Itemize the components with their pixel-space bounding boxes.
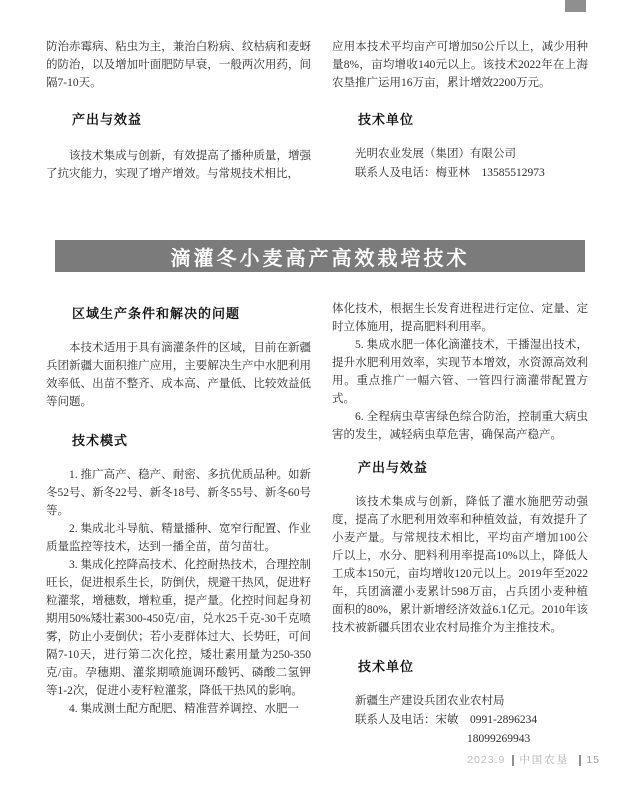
- paragraph-continued: 防治赤霉病、粘虫为主，兼治白粉病、纹枯病和麦蚜的防治，以及增加叶面肥防早衰，一般两次用药，间隔7-10天。: [46, 41, 311, 89]
- footer-magazine-name: 中国农垦: [519, 754, 570, 766]
- paragraph-continued: 应用本技术平均亩产可增加50公斤以上，减少用种量8%，亩均增收140元以上。该技术2022年在上海农垦推广运用16万亩，累计增效2200万元。: [332, 41, 588, 89]
- mode-item-5: 5. 集成水肥一体化滴灌技术，干播湿出技术，提升水肥利用效率，实现节本增效，水资源高效利用。重点推广一幅六管、一管四行滴灌带配置方式。: [332, 339, 588, 405]
- section-heading-conditions: 区域生产条件和解决的问题: [72, 306, 241, 321]
- article-right-column: [332, 300, 588, 749]
- conditions-paragraph: 本技术适用于具有滴灌条件的区域，目前在新疆兵团新疆大面积推广应用，主要解决生产中水肥利用效率低、出苗不整齐、成本高、产量低、比较效益低等问题。: [46, 342, 311, 408]
- unit-company-name: 光明农业发展（集团）有限公司: [355, 148, 516, 160]
- section-heading-unit: 技术单位: [358, 659, 415, 674]
- unit-org-name: 新疆生产建设兵团农业农村局: [355, 695, 505, 707]
- unit-contact-line: 联系人及电话：梅亚林 13585512973: [355, 167, 545, 179]
- footer-page-number: 15: [586, 754, 600, 766]
- section-heading-benefits: 产出与效益: [72, 112, 143, 127]
- mode-item-4-partial: 4. 集成测土配方配肥、精准营养调控、水肥一: [69, 703, 299, 715]
- unit-info: [332, 145, 588, 183]
- section-heading-mode: 技术模式: [72, 433, 129, 448]
- footer-divider: [579, 755, 581, 766]
- page-edge-mark: [565, 0, 586, 12]
- unit-contact-line: 联系人及电话：宋敏 0991-2896234: [355, 714, 538, 726]
- top-right-column: [332, 38, 588, 183]
- benefits-paragraph: 该技术集成与创新，有效提高了播种质量，增强了抗灾能力，实现了增产增效。与常规技术相比，: [46, 150, 311, 180]
- article-title: 滴灌冬小麦高产高效栽培技术: [170, 247, 470, 270]
- unit-info: [332, 692, 588, 749]
- section-heading-benefits: 产出与效益: [358, 460, 429, 475]
- mode-item-3: 3. 集成化控降高技术、化控耐热技术，合理控制旺长，促进根系生长，防倒伏，规避干热风，促进籽粒灌浆，增穗数，增粒重，提产量。化控时间起身初期用50%矮壮素300-450克/亩，兑水25千克-30千克喷雾，防止小麦倒伏；若小麦群体过大、长势旺，可间隔7-10天，进行第二次化控，矮壮素用量为250-350克/亩。孕穗期、灌浆期喷施调环酸钙、磷酸二氢钾等1-2次，促进小麦籽粒灌浆，降低干热风的影响。: [46, 559, 311, 697]
- footer-issue-date: 2023.9: [467, 754, 506, 766]
- mode-item-4-continued: 体化技术，根据生长发育进程进行定位、定量、定时立体施用，提高肥料利用率。: [332, 303, 588, 333]
- top-left-column: [46, 38, 311, 183]
- section-heading-unit: 技术单位: [358, 112, 415, 127]
- mode-item-2: 2. 集成北斗导航、精量播种、宽窄行配置、作业质量监控等技术，达到一播全苗，苗匀苗壮。: [46, 523, 311, 553]
- article-title-banner: [55, 240, 585, 272]
- benefits-paragraph: 该技术集成与创新，降低了灌水施肥劳动强度，提高了水肥利用效率和种植效益，有效提升了小麦产量。与常规技术相比，平均亩产增加100公斤以上，水分、肥料利用率提高10%以上，降低人工成本150元，亩均增收120元以上。2019年至2022年，兵团滴灌小麦累计598万亩，占兵团小麦种植面积的80%，累计新增经济效益6.1亿元。2010年该技术被新疆兵团农业农村局推介为主推技术。: [332, 496, 588, 634]
- footer-divider: [512, 755, 514, 766]
- mode-item-1: 1. 推广高产、稳产、耐密、多抗优质品种。如新冬52号、新冬22号、新冬18号、新冬55号、新冬60号等。: [46, 469, 311, 517]
- article-left-column: [46, 300, 311, 718]
- page-footer: [467, 753, 600, 767]
- unit-contact-phone-2: 18099269943: [467, 733, 531, 745]
- mode-item-6: 6. 全程病虫草害绿色综合防治，控制重大病虫害的发生，减轻病虫草危害，确保高产稳产。: [332, 411, 588, 441]
- previous-article-tail: [46, 38, 588, 183]
